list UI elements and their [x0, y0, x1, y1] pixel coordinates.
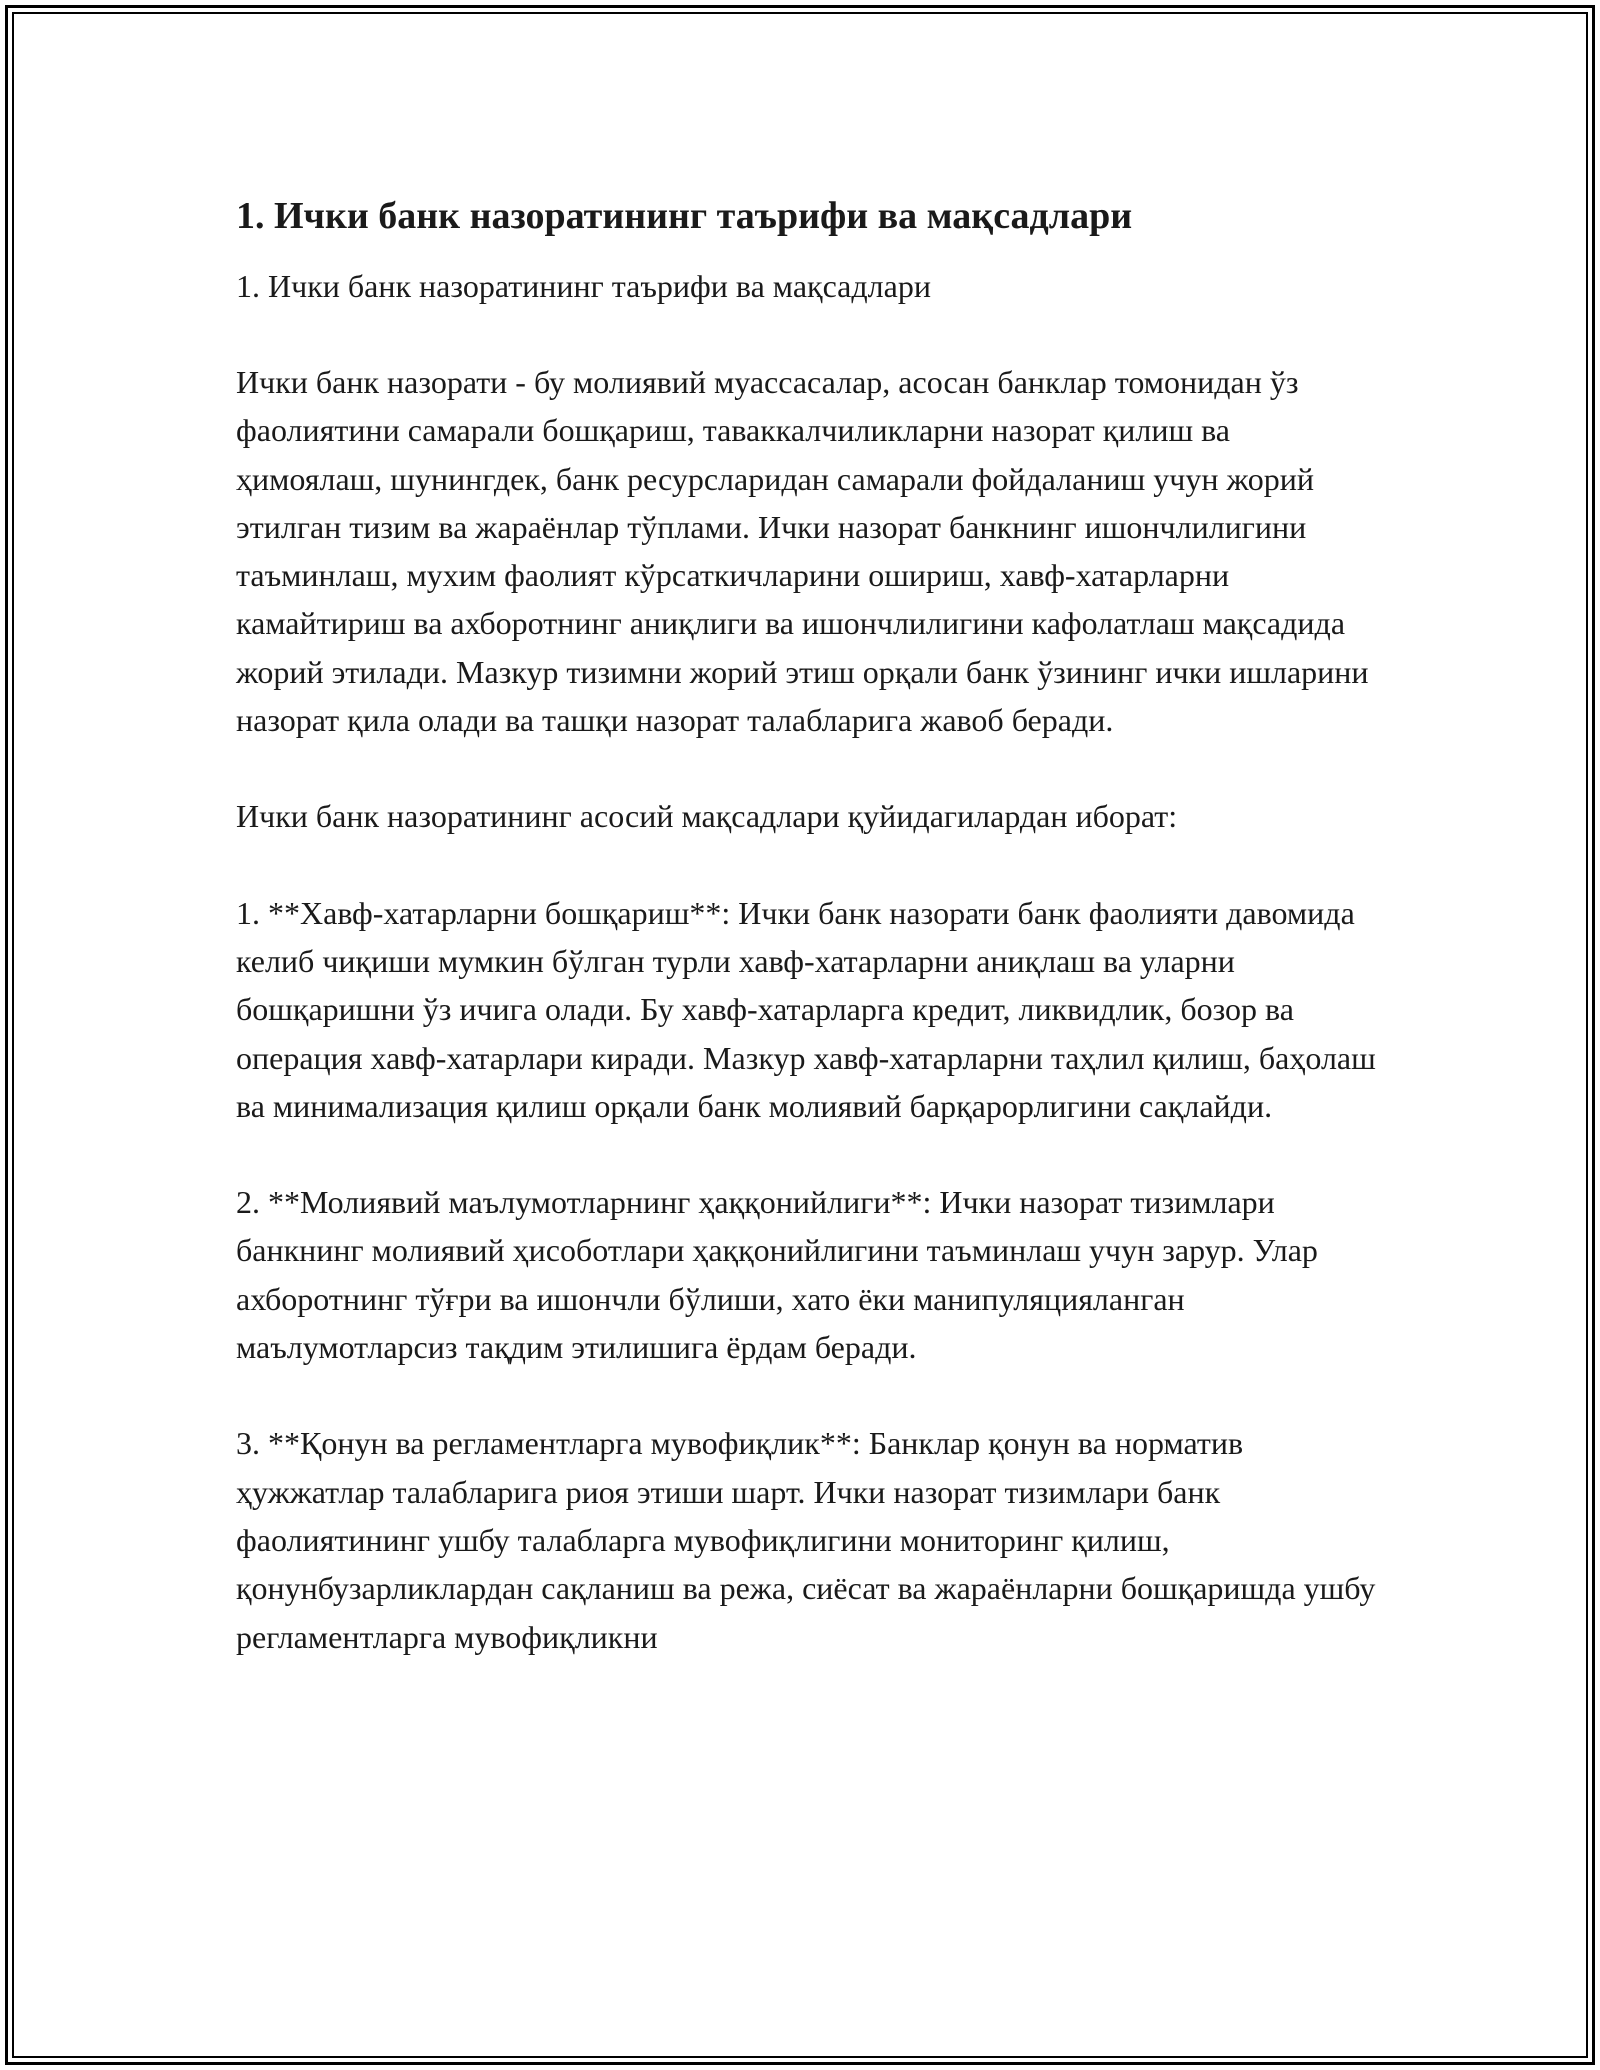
goal-item-risk-management: 1. **Хавф-хатарларни бошқариш**: Ички банк назорати банк фаолияти давомида келиб чиқиши мумкин бўлган турли хавф-хатарларни аниқлаш ва уларни бошқаришни ўз ичига олади. Бу хавф-хатарларга кредит, ликвидлик, бозор ва операция хавф-хатарлари киради. Мазкур хавф-хатарларни таҳлил қилиш, баҳолаш ва минимализация қилиш орқали банк молиявий барқарорлигини сақлайди.: [236, 894, 1376, 1124]
document-page: [236, 190, 1376, 1661]
goal-item-financial-data-integrity: 2. **Молиявий маълумотларнинг ҳаққонийлиги**: Ички назорат тизимлари банкнинг молиявий ҳисоботлари ҳаққонийлигини таъминлаш учун зарур. Улар ахборотнинг тўғри ва ишончли бўлиши, хато ёки манипуляцияланган маълумотларсиз тақдим этилишига ёрдам беради.: [236, 1184, 1318, 1366]
intro-paragraph: Ички банк назорати - бу молиявий муассасалар, асосан банклар томонидан ўз фаолиятини самарали бошқариш, таваккалчиликларни назорат қилиш ва ҳимоялаш, шунингдек, банк ресурсларидан самарали фойдаланиш учун жорий этилган тизим ва жараёнлар тўплами. Ички назорат банкнинг ишончлилигини таъминлаш, мухим фаолият кўрсаткичларини ошириш, хавф-хатарларни камайтириш ва ахборотнинг аниқлиги ва ишончлилигини кафолатлаш мақсадида жорий этилади. Мазкур тизимни жорий этиш орқали банк ўзининг ички ишларини назорат қила олади ва ташқи назорат талабларига жавоб беради.: [236, 364, 1369, 739]
goal-item-regulatory-compliance: 3. **Қонун ва регламентларга мувофиқлик**: Банклар қонун ва норматив ҳужжатлар талабларига риоя этиши шарт. Ички назорат тизимлари банк фаолиятининг ушбу талабларга мувофиқлигини мониторинг қилиш, қонунбузарликлардан сақланиш ва режа, сиёсат ва жараёнларни бошқаришда ушбу регламентларга мувофиқликни: [236, 1425, 1376, 1655]
document-title: 1. Ички банк назоратининг таърифи ва мақсадлари: [236, 195, 1133, 237]
document-subtitle: 1. Ички банк назоратининг таърифи ва мақсадлари: [236, 268, 931, 304]
goals-intro-paragraph: Ички банк назоратининг асосий мақсадлари қуйидагилардан иборат:: [236, 798, 1178, 835]
